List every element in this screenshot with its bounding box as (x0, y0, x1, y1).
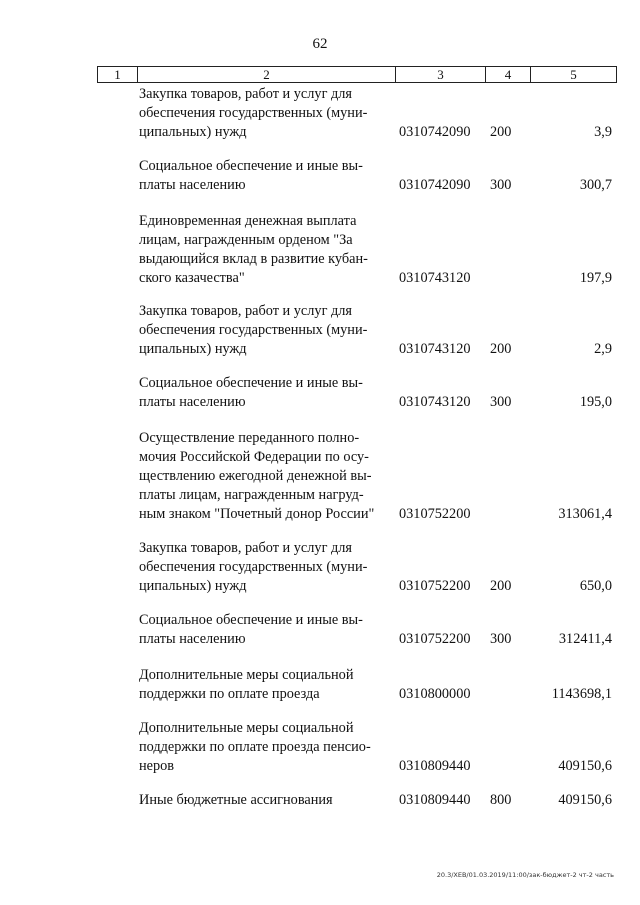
row-code: 0310752200 (399, 631, 471, 647)
table-row (0, 719, 640, 791)
table-row (0, 157, 640, 212)
row-name (139, 719, 388, 776)
row-name-line: лицам, награжденным орденом "За (139, 232, 353, 248)
row-name (139, 157, 388, 195)
table-row (0, 666, 640, 719)
row-name-line: платы населению (139, 177, 246, 193)
row-vr: 200 (490, 124, 512, 140)
row-name-line: поддержки по оплате проезда пенсио- (139, 739, 371, 755)
row-name-line: обеспечения государственных (муни- (139, 322, 368, 338)
row-amount: 409150,6 (558, 792, 612, 808)
row-code: 0310742090 (399, 124, 471, 140)
row-name (139, 212, 388, 288)
header-col-3: 3 (396, 67, 486, 82)
row-name-line: Осуществление переданного полно- (139, 430, 360, 446)
row-amount: 2,9 (594, 341, 612, 357)
row-code: 0310752200 (399, 578, 471, 594)
row-amount: 3,9 (594, 124, 612, 140)
row-name-line: платы населению (139, 631, 246, 647)
table-row (0, 302, 640, 374)
row-name-line: Социальное обеспечение и иные вы- (139, 375, 363, 391)
row-name-line: Единовременная денежная выплата (139, 213, 357, 229)
row-amount: 313061,4 (558, 506, 612, 522)
row-amount: 312411,4 (558, 631, 612, 647)
row-amount: 300,7 (579, 177, 612, 193)
row-name-line: ществлению ежегодной денежной вы- (139, 468, 372, 484)
row-code: 0310743120 (399, 341, 471, 357)
table-row (0, 429, 640, 539)
row-name-line: Закупка товаров, работ и услуг для (139, 86, 352, 102)
row-name-line: Иные бюджетные ассигнования (139, 792, 333, 808)
budget-table-body (0, 85, 640, 821)
row-amount: 1143698,1 (551, 686, 612, 702)
row-code: 0310800000 (399, 686, 471, 702)
header-col-1: 1 (98, 67, 138, 82)
row-name-line: ского казачества" (139, 270, 245, 286)
row-amount: 650,0 (579, 578, 612, 594)
row-vr: 300 (490, 394, 512, 410)
header-col-5: 5 (570, 67, 577, 82)
row-code: 0310809440 (399, 758, 471, 774)
row-vr: 300 (490, 177, 512, 193)
row-name (139, 85, 388, 142)
row-name-line: поддержки по оплате проезда (139, 686, 320, 702)
row-name (139, 302, 388, 359)
row-name-line: Дополнительные меры социальной (139, 667, 354, 683)
row-name-line: ципальных) нужд (139, 124, 247, 140)
row-amount: 197,9 (579, 270, 612, 286)
row-name (139, 539, 388, 596)
row-name-line: неров (139, 758, 175, 774)
table-header-row (97, 66, 617, 83)
row-name-line: платы населению (139, 394, 246, 410)
row-name-line: ципальных) нужд (139, 578, 247, 594)
row-code: 0310742090 (399, 177, 471, 193)
row-code: 0310809440 (399, 792, 471, 808)
row-name-line: обеспечения государственных (муни- (139, 559, 368, 575)
row-name-line: платы лицам, награжденным нагруд- (139, 487, 364, 503)
row-name (139, 666, 388, 704)
row-name-line: мочия Российской Федерации по осу- (139, 449, 369, 465)
row-vr: 800 (490, 792, 512, 808)
row-vr: 300 (490, 631, 512, 647)
table-row (0, 212, 640, 302)
row-name-line: обеспечения государственных (муни- (139, 105, 368, 121)
row-name (139, 429, 388, 524)
row-name (139, 374, 388, 412)
table-row (0, 611, 640, 666)
header-col-2: 2 (138, 67, 396, 82)
row-name-line: Закупка товаров, работ и услуг для (139, 540, 352, 556)
row-name-line: ципальных) нужд (139, 341, 247, 357)
row-name (139, 611, 388, 649)
table-row (0, 85, 640, 157)
header-col-4: 4 (486, 67, 531, 82)
row-name-line: ным знаком "Почетный донор России" (139, 506, 375, 522)
row-name-line: Закупка товаров, работ и услуг для (139, 303, 352, 319)
row-name (139, 791, 388, 810)
page-number: 62 (312, 36, 328, 52)
document-footer-stamp: 20.3/ХЕВ/01.03.2019/11:00/зак-бюджет-2 чт-2 часть (436, 871, 614, 879)
row-vr: 200 (490, 341, 512, 357)
row-name-line: Социальное обеспечение и иные вы- (139, 158, 363, 174)
row-amount: 195,0 (579, 394, 612, 410)
row-name-line: Социальное обеспечение и иные вы- (139, 612, 363, 628)
row-code: 0310743120 (399, 394, 471, 410)
row-code: 0310743120 (399, 270, 471, 286)
table-row (0, 374, 640, 429)
row-name-line: Дополнительные меры социальной (139, 720, 354, 736)
row-code: 0310752200 (399, 506, 471, 522)
table-row (0, 791, 640, 821)
row-amount: 409150,6 (558, 758, 612, 774)
row-vr: 200 (490, 578, 512, 594)
row-name-line: выдающийся вклад в развитие кубан- (139, 251, 368, 267)
table-row (0, 539, 640, 611)
